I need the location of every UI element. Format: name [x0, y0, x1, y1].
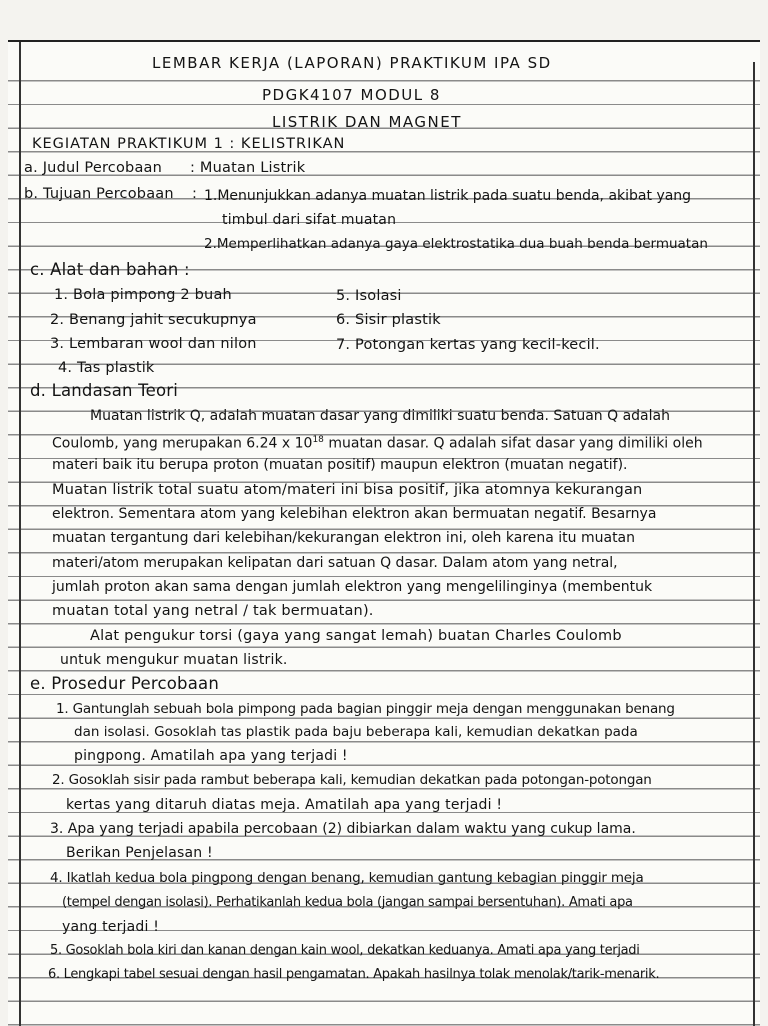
prosedur-line: yang terjadi !: [62, 919, 160, 935]
prosedur-line: 5. Gosoklah bola kiri dan kanan dengan kain wool, dekatkan keduanya. Amati apa yang terjadi: [50, 943, 640, 958]
landasan-heading: d. Landasan Teori: [30, 381, 179, 400]
prosedur-line: Berikan Penjelasan !: [66, 845, 213, 861]
prosedur-line: 6. Lengkapi tabel sesuai dengan hasil pengamatan. Apakah hasilnya tolak menolak/tarik-menarik.: [48, 967, 660, 982]
judul-value: : Muatan Listrik: [190, 160, 306, 176]
right-margin-line: [753, 62, 755, 1026]
header-topic: LISTRIK DAN MAGNET: [272, 113, 462, 131]
landasan-line-part: muatan dasar. Q adalah sifat dasar yang dimiliki oleh: [323, 435, 703, 452]
prosedur-line: 4. Ikatlah kedua bola pingpong dengan benang, kemudian gantung kebagian pinggir meja: [50, 870, 644, 886]
landasan-line: [52, 430, 703, 454]
alat-item: 6. Sisir plastik: [336, 312, 441, 328]
alat-item: 4. Tas plastik: [58, 360, 155, 376]
tujuan-colon: :: [192, 186, 198, 202]
tujuan-label: b. Tujuan Percobaan: [24, 186, 174, 202]
prosedur-line: kertas yang ditaruh diatas meja. Amatilah apa yang terjadi !: [66, 797, 503, 813]
landasan-line: Alat pengukur torsi (gaya yang sangat lemah) buatan Charles Coulomb: [90, 628, 622, 644]
prosedur-line: 2. Gosoklah sisir pada rambut beberapa kali, kemudian dekatkan pada potongan-potongan: [52, 772, 652, 788]
exponent: 18: [312, 435, 324, 445]
landasan-line: muatan total yang netral / tak bermuatan).: [52, 603, 374, 619]
tujuan-item-2: 2.Memperlihatkan adanya gaya elektrostatika dua buah benda bermuatan: [204, 236, 708, 252]
prosedur-line: pingpong. Amatilah apa yang terjadi !: [74, 748, 348, 764]
landasan-line: materi/atom merupakan kelipatan dari satuan Q dasar. Dalam atom yang netral,: [52, 555, 618, 571]
alat-item: 5. Isolasi: [336, 288, 402, 304]
landasan-line: jumlah proton akan sama dengan jumlah elektron yang mengelilinginya (membentuk: [52, 579, 653, 595]
tujuan-item-1: 1.Menunjukkan adanya muatan listrik pada suatu benda, akibat yang: [204, 188, 692, 204]
margin-line: [19, 42, 21, 1026]
landasan-line: Muatan listrik Q, adalah muatan dasar yang dimiliki suatu benda. Satuan Q adalah: [90, 408, 670, 424]
prosedur-line: 1. Gantunglah sebuah bola pimpong pada bagian pinggir meja dengan menggunakan benang: [56, 701, 675, 717]
alat-item: 7. Potongan kertas yang kecil-kecil.: [336, 337, 600, 353]
alat-heading: c. Alat dan bahan :: [30, 260, 190, 279]
prosedur-line: (tempel dengan isolasi). Perhatikanlah kedua bola (jangan sampai bersentuhan). Amati apa: [62, 895, 633, 910]
landasan-line: untuk mengukur muatan listrik.: [60, 652, 288, 668]
landasan-line: Muatan listrik total suatu atom/materi ini bisa positif, jika atomnya kekurangan: [52, 482, 643, 498]
landasan-line: muatan tergantung dari kelebihan/kekurangan elektron ini, oleh karena itu muatan: [52, 530, 636, 546]
alat-item: 2. Benang jahit secukupnya: [50, 312, 257, 328]
header-title: LEMBAR KERJA (LAPORAN) PRAKTIKUM IPA SD: [152, 54, 552, 72]
judul-label: a. Judul Percobaan: [24, 160, 163, 176]
alat-item: 1. Bola pimpong 2 buah: [54, 287, 232, 303]
landasan-line: elektron. Sementara atom yang kelebihan elektron akan bermuatan negatif. Besarnya: [52, 506, 657, 522]
prosedur-line: 3. Apa yang terjadi apabila percobaan (2) dibiarkan dalam waktu yang cukup lama.: [50, 821, 636, 837]
landasan-line: materi baik itu berupa proton (muatan positif) maupun elektron (muatan negatif).: [52, 457, 628, 473]
landasan-line-part: Coulomb, yang merupakan 6.24 x 10: [52, 435, 313, 452]
prosedur-heading: e. Prosedur Percobaan: [30, 674, 219, 693]
alat-item: 3. Lembaran wool dan nilon: [50, 336, 257, 352]
tujuan-item-1-cont: timbul dari sifat muatan: [222, 212, 397, 228]
header-course: PDGK4107 MODUL 8: [262, 86, 441, 104]
prosedur-line: dan isolasi. Gosoklah tas plastik pada baju beberapa kali, kemudian dekatkan pada: [74, 724, 638, 740]
kegiatan-heading: KEGIATAN PRAKTIKUM 1 : KELISTRIKAN: [32, 136, 346, 152]
